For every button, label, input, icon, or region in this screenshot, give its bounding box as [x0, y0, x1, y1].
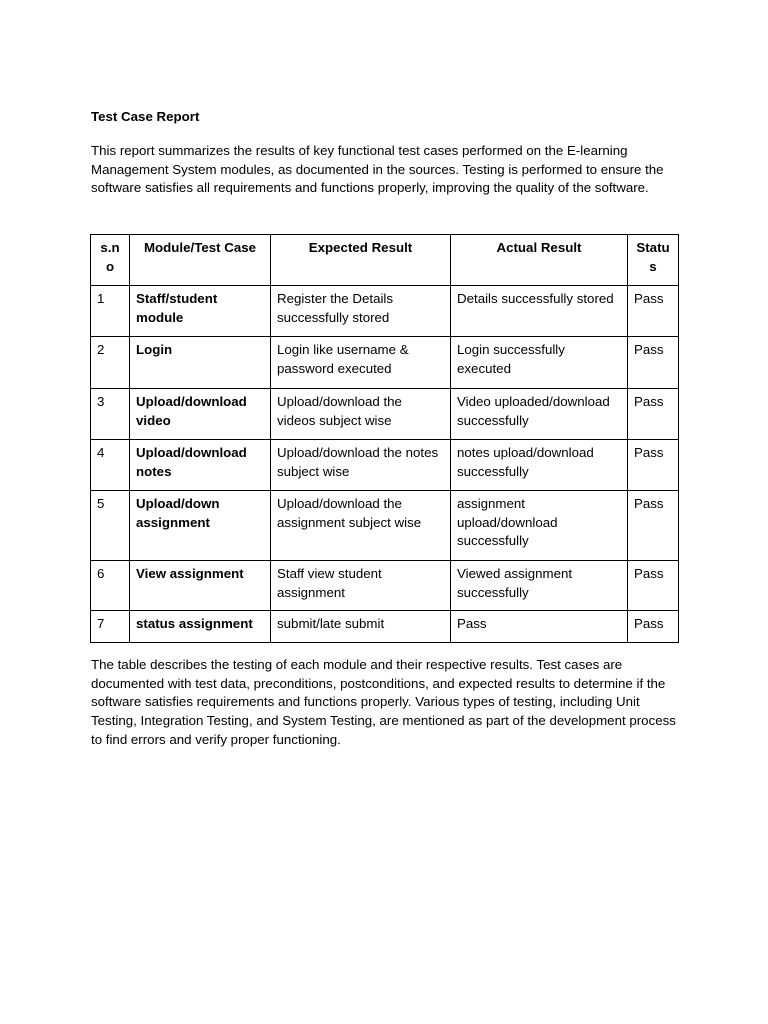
- header-sno: s.no: [91, 235, 130, 286]
- cell-sno: 5: [91, 491, 130, 561]
- cell-status: Pass: [628, 337, 679, 389]
- cell-sno: 6: [91, 561, 130, 611]
- header-module: Module/Test Case: [130, 235, 271, 286]
- cell-actual: Details successfully stored: [451, 286, 628, 337]
- cell-status: Pass: [628, 561, 679, 611]
- cell-sno: 2: [91, 337, 130, 389]
- cell-module: Staff/student module: [130, 286, 271, 337]
- cell-actual: assignment upload/download successfully: [451, 491, 628, 561]
- table-row: [91, 286, 679, 337]
- cell-module: Upload/down assignment: [130, 491, 271, 561]
- cell-actual: Video uploaded/download successfully: [451, 389, 628, 440]
- table-row: [91, 491, 679, 561]
- cell-expected: Register the Details successfully stored: [271, 286, 451, 337]
- cell-status: Pass: [628, 491, 679, 561]
- header-expected: Expected Result: [271, 235, 451, 286]
- table-header-row: [91, 235, 679, 286]
- table-row: [91, 389, 679, 440]
- cell-sno: 4: [91, 440, 130, 491]
- cell-status: Pass: [628, 389, 679, 440]
- cell-sno: 7: [91, 611, 130, 643]
- cell-module: View assignment: [130, 561, 271, 611]
- cell-module: Upload/download video: [130, 389, 271, 440]
- table-row: [91, 337, 679, 389]
- cell-status: Pass: [628, 611, 679, 643]
- cell-expected: Upload/download the notes subject wise: [271, 440, 451, 491]
- cell-expected: Login like username & password executed: [271, 337, 451, 389]
- table-row: [91, 561, 679, 611]
- cell-expected: submit/late submit: [271, 611, 451, 643]
- header-actual: Actual Result: [451, 235, 628, 286]
- cell-actual: Login successfully executed: [451, 337, 628, 389]
- cell-actual: Pass: [451, 611, 628, 643]
- cell-actual: notes upload/download successfully: [451, 440, 628, 491]
- header-status: Status: [628, 235, 679, 286]
- intro-paragraph: This report summarizes the results of key functional test cases performed on the E-learning Management System modules, as documented in the sources. Testing is performed to ensure the software satisfies all requirements and functions properly, improving the quality of the software.: [91, 143, 664, 196]
- table-row: [91, 611, 679, 643]
- document-title: Test Case Report: [91, 109, 200, 124]
- cell-module: status assignment: [130, 611, 271, 643]
- cell-expected: Upload/download the assignment subject wise: [271, 491, 451, 561]
- summary-paragraph: The table describes the testing of each module and their respective results. Test cases are documented with test data, preconditions, postconditions, and expected results to determine if the software satisfies requirements and functions properly. Various types of testing, including Unit Testing, Integration Testing, and System Testing, are mentioned as part of the development process to find errors and verify proper functioning.: [91, 657, 676, 747]
- cell-sno: 1: [91, 286, 130, 337]
- cell-sno: 3: [91, 389, 130, 440]
- cell-module: Upload/download notes: [130, 440, 271, 491]
- cell-actual: Viewed assignment successfully: [451, 561, 628, 611]
- cell-module: Login: [130, 337, 271, 389]
- cell-expected: Upload/download the videos subject wise: [271, 389, 451, 440]
- cell-status: Pass: [628, 440, 679, 491]
- table-row: [91, 440, 679, 491]
- cell-expected: Staff view student assignment: [271, 561, 451, 611]
- cell-status: Pass: [628, 286, 679, 337]
- test-case-table: [90, 234, 679, 643]
